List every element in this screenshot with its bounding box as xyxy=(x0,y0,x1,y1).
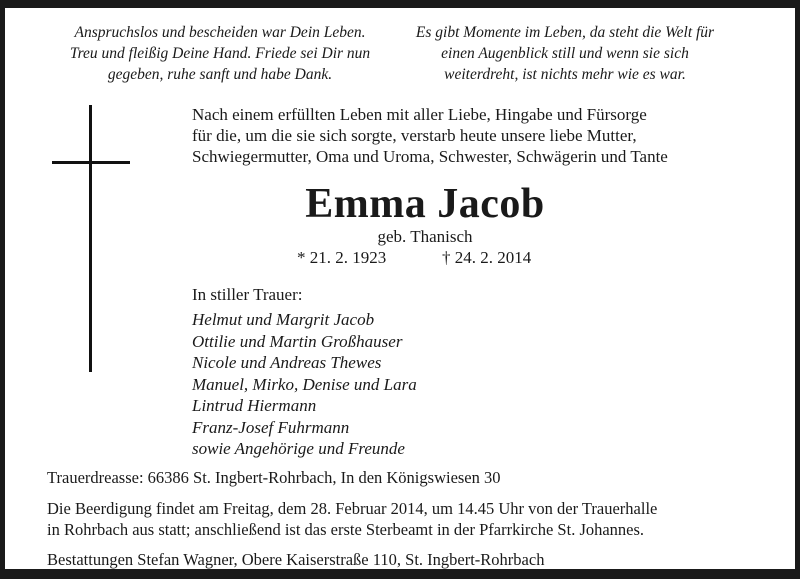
quote-line: Es gibt Momente im Leben, da steht die Welt für xyxy=(415,24,715,41)
funeral-line: Die Beerdigung findet am Freitag, dem 28. Februar 2014, um 14.45 Uhr von der Trauerhalle xyxy=(47,499,658,518)
birth-date: * 21. 2. 1923 xyxy=(297,248,387,267)
quote-line: Anspruchslos und bescheiden war Dein Leben. xyxy=(74,24,366,41)
intro-line: für die, um die sie sich sorgte, verstarb heute unsere liebe Mutter, xyxy=(192,126,637,145)
quote-line: weiterdreht, ist nichts mehr wie es war. xyxy=(444,66,686,83)
intro-text xyxy=(192,104,668,167)
deceased-name: Emma Jacob xyxy=(305,181,545,227)
mourner: Helmut und Margrit Jacob xyxy=(192,310,375,329)
quote-line: Treu und fleißig Deine Hand. Friede sei Dir nun xyxy=(69,45,371,62)
mourner: Lintrud Hiermann xyxy=(192,396,317,415)
undertaker: Bestattungen Stefan Wagner, Obere Kaiserstraße 110, St. Ingbert-Rohrbach xyxy=(47,550,545,569)
obituary-notice xyxy=(5,8,795,569)
mourners-list xyxy=(192,309,417,460)
funeral-line: in Rohrbach aus statt; anschließend ist das erste Sterbeamt in der Pfarrkirche St. Johannes. xyxy=(47,520,645,539)
mourner: Manuel, Mirko, Denise und Lara xyxy=(192,374,417,394)
address: Trauerdreasse: 66386 St. Ingbert-Rohrbach, In den Königswiesen 30 xyxy=(47,468,501,487)
death-date: † 24. 2. 2014 xyxy=(442,248,532,267)
mourner: sowie Angehörige und Freunde xyxy=(192,439,405,458)
intro-line: Nach einem erfüllten Leben mit aller Liebe, Hingabe und Fürsorge xyxy=(192,105,647,124)
quote-right xyxy=(400,22,730,85)
quote-line: einen Augenblick still und wenn sie sich xyxy=(441,45,689,62)
mourner: Nicole und Andreas Thewes xyxy=(192,353,382,372)
quote-left xyxy=(55,22,385,85)
quote-line: gegeben, ruhe sanft und habe Dank. xyxy=(107,66,333,83)
mourner: Ottilie und Martin Großhauser xyxy=(192,331,403,351)
mourning-label: In stiller Trauer: xyxy=(192,285,303,304)
maiden-name: geb. Thanisch xyxy=(377,227,473,246)
intro-line: Schwiegermutter, Oma und Uroma, Schwester, Schwägerin und Tante xyxy=(192,147,668,166)
funeral-info xyxy=(47,498,657,540)
mourner: Franz-Josef Fuhrmann xyxy=(192,417,350,437)
